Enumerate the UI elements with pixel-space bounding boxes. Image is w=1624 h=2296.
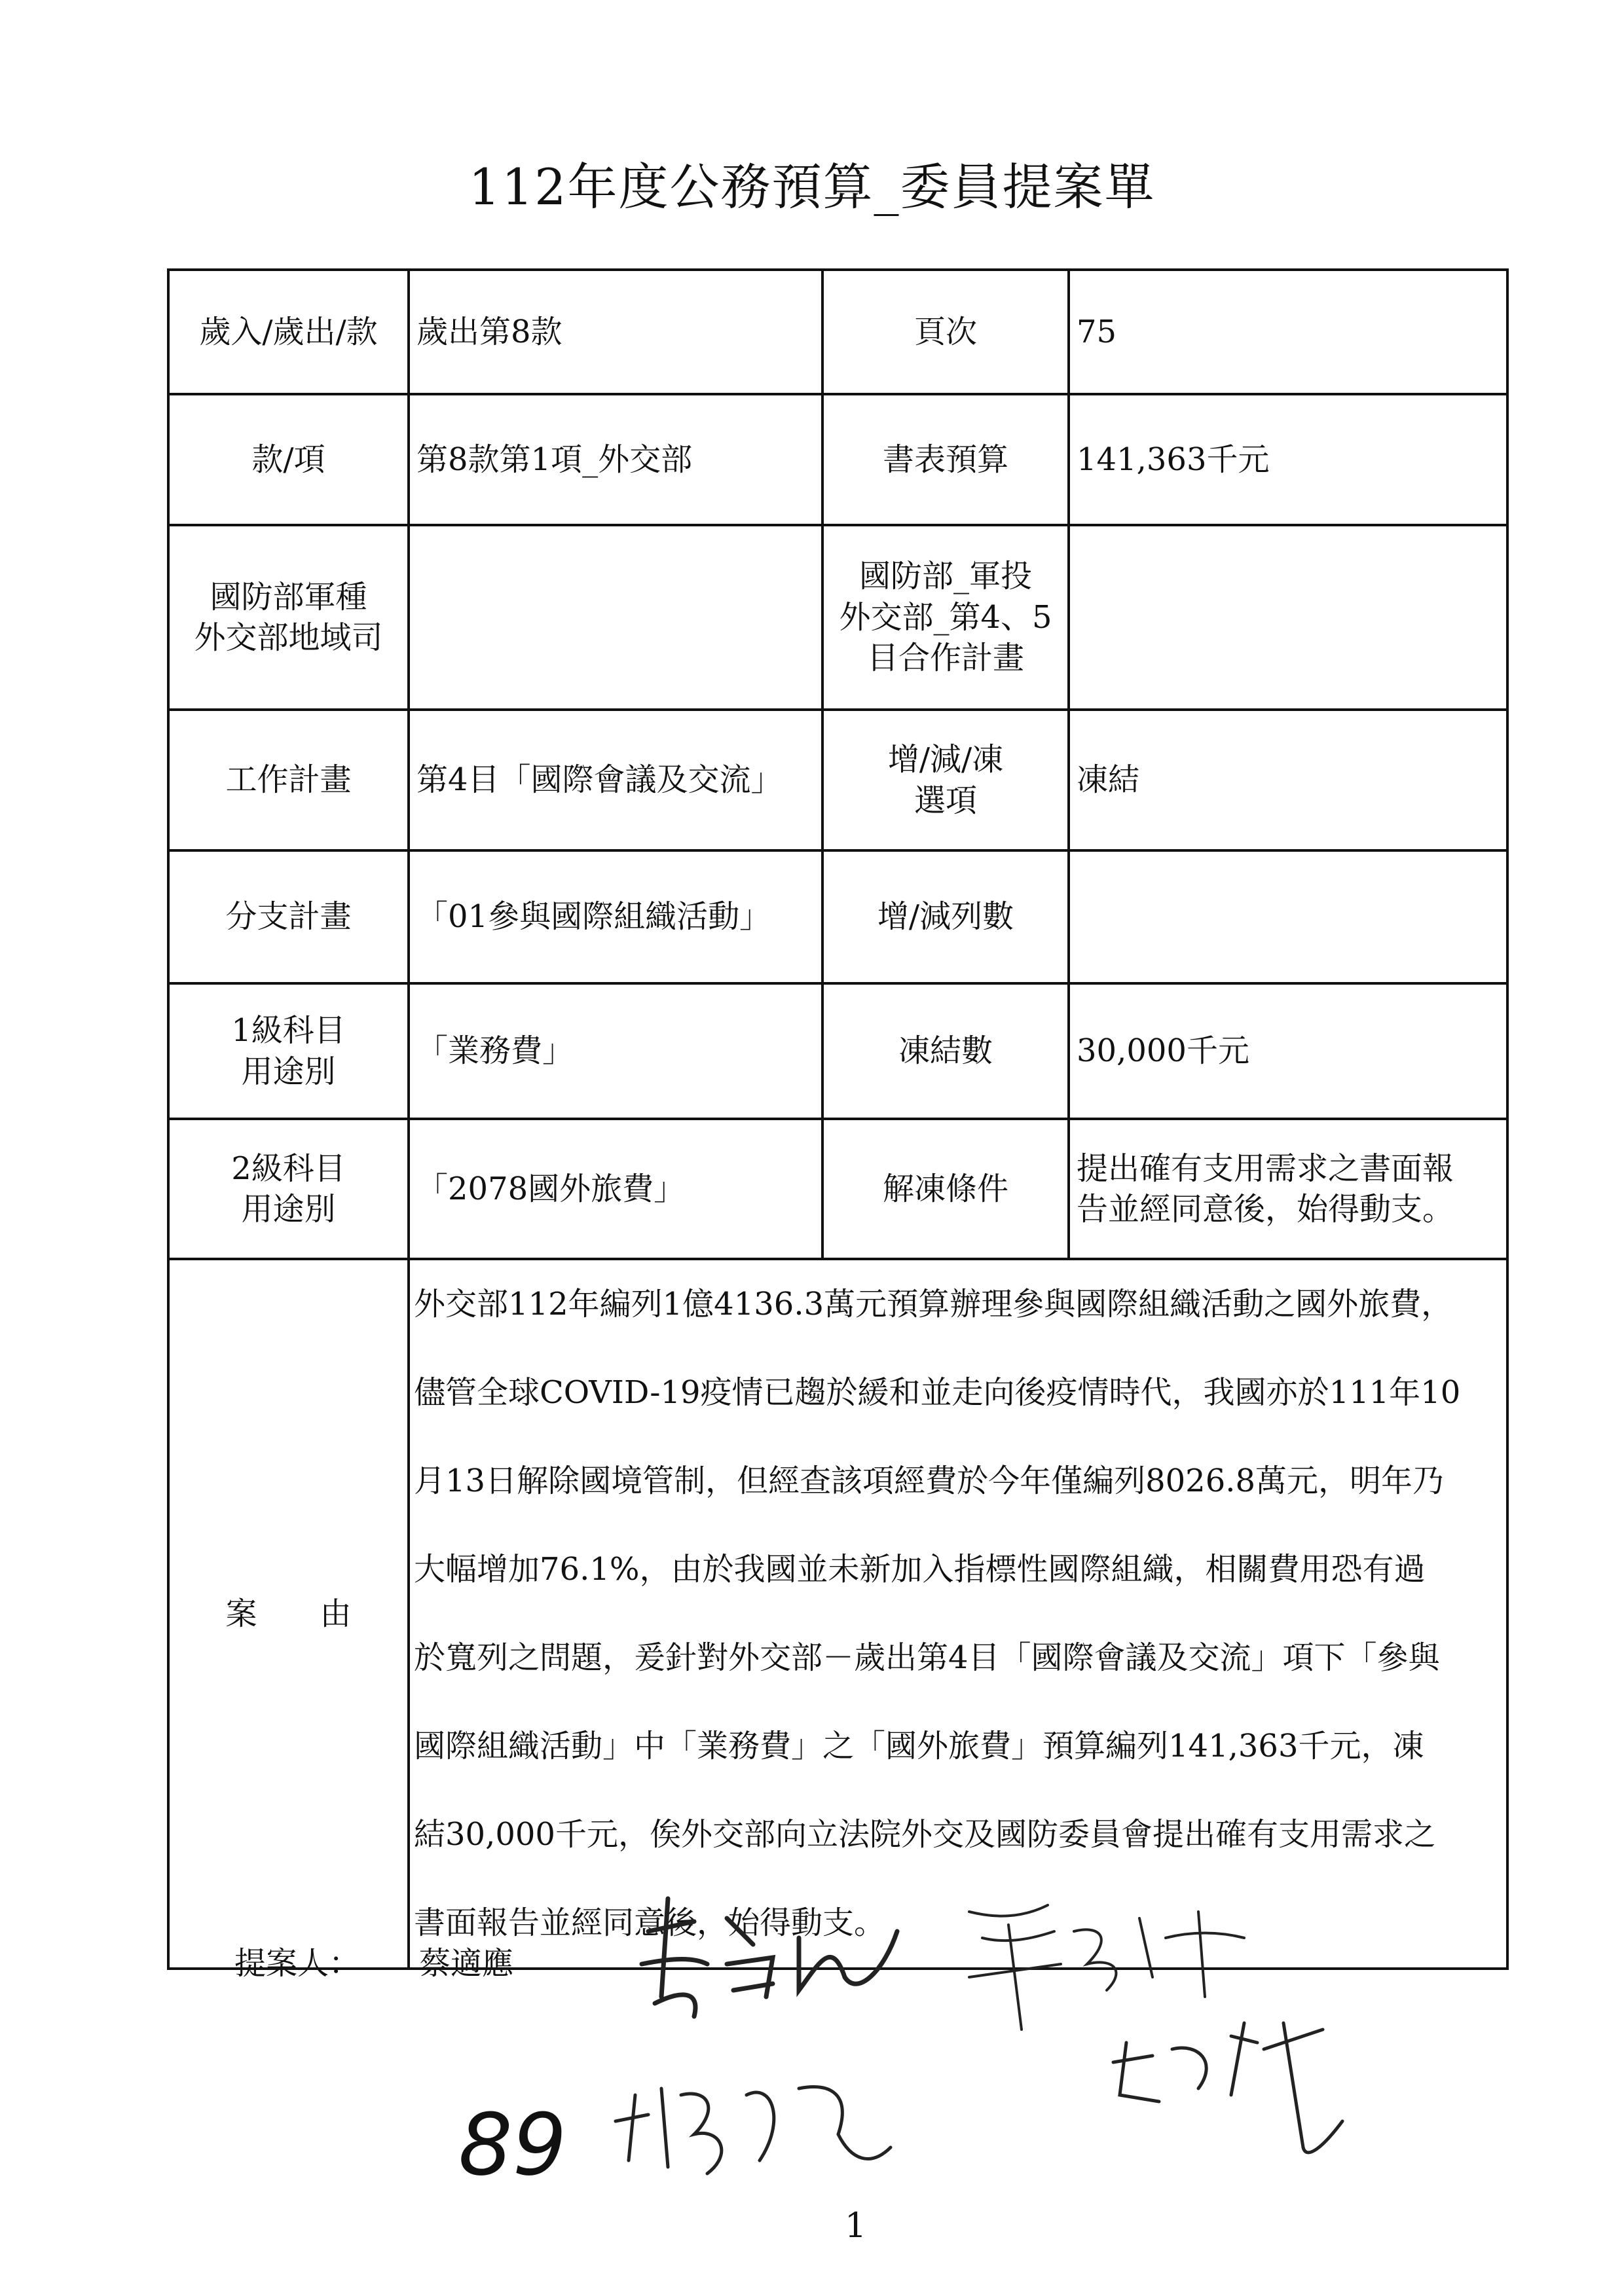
value-level1-item: 「業務費」	[409, 983, 822, 1119]
label-reason: 案 由	[168, 1259, 409, 1969]
label-line: 2級科目	[231, 1150, 346, 1187]
label-line: 用途別	[241, 1191, 336, 1228]
value-line: 提出確有支用需求之書面報	[1077, 1150, 1454, 1187]
reason-line: 大幅增加76.1%，由於我國並未新加入指標性國際組織，相關費用恐有過	[414, 1551, 1426, 1588]
value-level2-item: 「2078國外旅費」	[409, 1119, 822, 1259]
signature-1	[642, 1899, 897, 2016]
label-budget-type: 歲入/歲出/款	[168, 270, 409, 394]
label-form-budget: 書表預算	[822, 394, 1069, 525]
label-adjust-amount: 增/減列數	[822, 850, 1069, 983]
value-section: 第8款第1項_外交部	[409, 394, 822, 525]
label-unfreeze-condition: 解凍條件	[822, 1119, 1069, 1259]
value-budget-type: 歲出第8款	[409, 270, 822, 394]
value-form-budget: 141,363千元	[1069, 394, 1507, 525]
value-sub-plan: 「01參與國際組織活動」	[409, 850, 822, 983]
reason-line: 結30,000千元，俟外交部向立法院外交及國防委員會提出確有支用需求之	[414, 1816, 1435, 1853]
reason-line: 月13日解除國境管制，但經查該項經費於今年僅編列8026.8萬元，明年乃	[414, 1463, 1445, 1499]
reason-line: 於寬列之問題，爰針對外交部－歲出第4目「國際會議及交流」項下「參與	[414, 1639, 1440, 1676]
value-action-option: 凍結	[1069, 710, 1507, 850]
reason-line: 儘管全球COVID-19疫情已趨於緩和並走向後疫情時代，我國亦於111年10	[414, 1374, 1461, 1411]
document-title: 112年度公務預算_委員提案單	[468, 158, 1156, 216]
page-number: 1	[845, 2206, 867, 2246]
label-line: 1級科目	[231, 1012, 346, 1049]
label-line: 選項	[913, 782, 977, 819]
signature-4	[1113, 2023, 1342, 2153]
label-line: 國防部_軍投	[858, 558, 1032, 595]
label-section: 款/項	[168, 394, 409, 525]
value-page: 75	[1069, 270, 1507, 394]
handwritten-number: 89	[458, 2095, 567, 2195]
proposer-name: 蔡適應	[419, 1945, 514, 1982]
signature-3	[616, 2087, 891, 2174]
proposer-label: 提案人：	[234, 1945, 361, 1982]
reason-line: 書面報告並經同意後，始得動支。	[414, 1904, 886, 1941]
label-page: 頁次	[822, 270, 1069, 394]
value-freeze-amount: 30,000千元	[1069, 983, 1507, 1119]
label-sub-plan: 分支計畫	[168, 850, 409, 983]
label-line: 目合作計畫	[866, 640, 1024, 677]
label-line: 增/減/凍	[887, 741, 1004, 778]
value-work-plan: 第4目「國際會議及交流」	[409, 710, 822, 850]
label-line: 外交部地域司	[194, 619, 383, 656]
reason-line: 外交部112年編列1億4136.3萬元預算辦理參與國際組織活動之國外旅費，	[414, 1286, 1453, 1322]
label-line: 國防部軍種	[210, 578, 367, 615]
signature-2	[969, 1905, 1244, 2030]
label-line: 外交部_第4、5	[839, 598, 1052, 636]
label-line: 用途別	[241, 1053, 336, 1090]
label-freeze-amount: 凍結數	[822, 983, 1069, 1119]
label-work-plan: 工作計畫	[168, 710, 409, 850]
value-line: 告並經同意後，始得動支。	[1077, 1191, 1454, 1228]
reason-line: 國際組織活動」中「業務費」之「國外旅費」預算編列141,363千元，凍	[414, 1728, 1424, 1764]
